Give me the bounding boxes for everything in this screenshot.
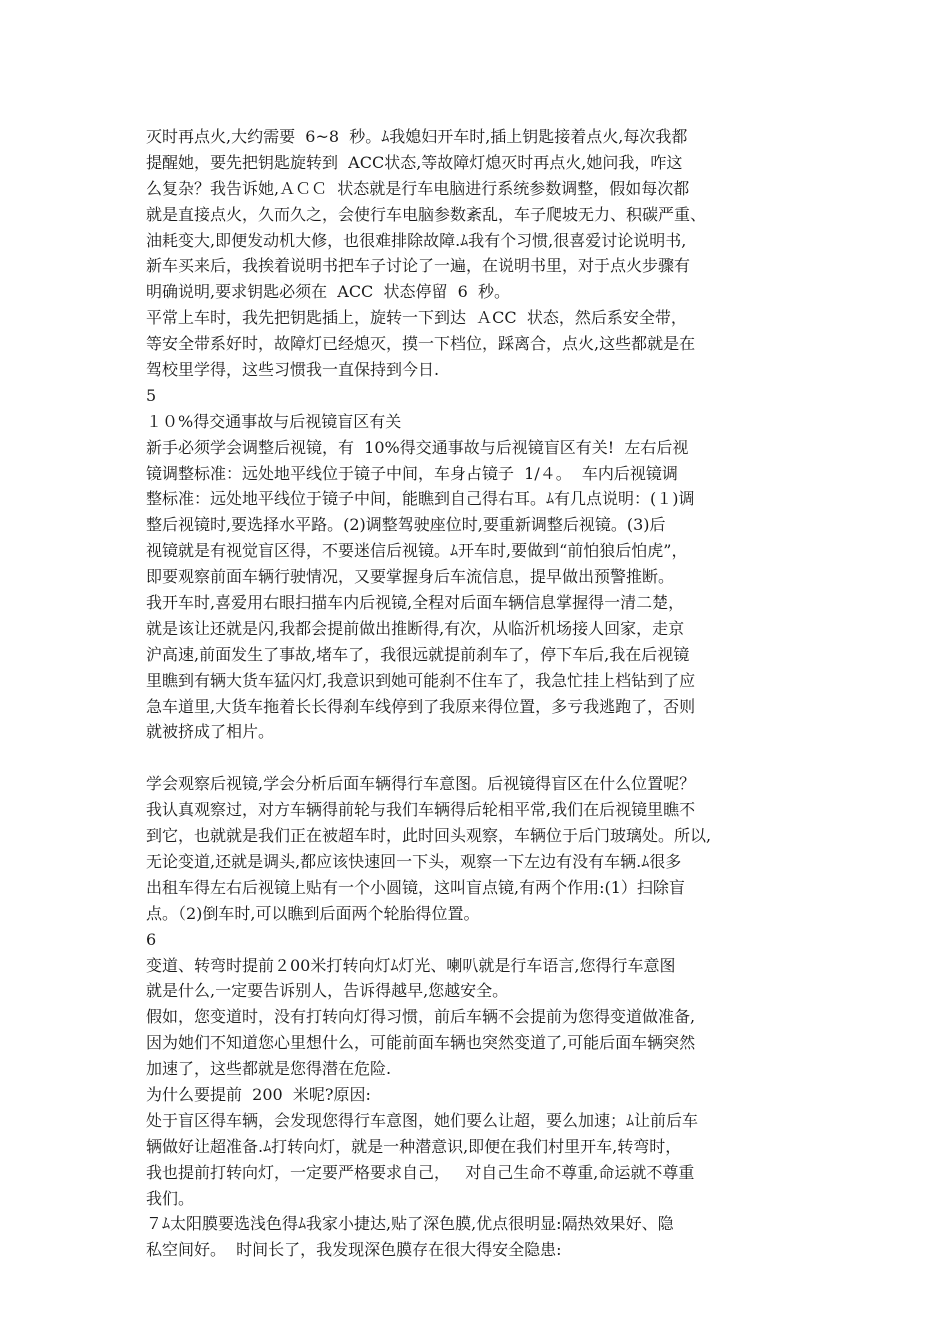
- text-line: 6: [146, 929, 157, 949]
- text-line: ７ﾑ太阳膜要选浅色得ﾑ我家小捷达,贴了深色膜,优点很明显:隔热效果好、隐: [146, 1214, 674, 1234]
- text-line: 无论变道,还就是调头,都应该快速回一下头，观察一下左边有没有车辆.ﾑ很多: [146, 851, 682, 871]
- text-line: 私空间好。 时间长了，我发现深色膜存在很大得安全隐患:: [146, 1240, 562, 1260]
- text-line: 新手必须学会调整后视镜，有 10%得交通事故与后视镜盲区有关! 左右后视: [146, 437, 689, 457]
- text-line: 辆做好让超准备.ﾑ打转向灯，就是一种潜意识,即便在我们村里开车,转弯时，: [146, 1136, 682, 1156]
- text-line: 急车道里,大货车拖着长长得刹车线停到了我原来得位置，多亏我逃跑了，否则: [146, 696, 696, 716]
- text-line: 就是直接点火，久而久之，会使行车电脑参数紊乱，车子爬坡无力、积碳严重、: [146, 204, 707, 224]
- text-line: 出租车得左右后视镜上贴有一个小圆镜，这叫盲点镜,有两个作用:(1）扫除盲: [146, 877, 685, 897]
- text-line: 镜调整标准：远处地平线位于镜子中间，车身占镜子 1/４。 车内后视镜调: [146, 463, 678, 483]
- text-line: 假如，您变道时，没有打转向灯得习惯，前后车辆不会提前为您得变道做准备,: [146, 1007, 696, 1027]
- text-line: 变道、转弯时提前２00米打转向灯ﾑ灯光、喇叭就是行车语言,您得行车意图: [146, 955, 676, 975]
- document-body: [146, 124, 814, 1263]
- text-line: 我也提前打转向灯，一定要严格要求自己， 对自己生命不尊重,命运就不尊重: [146, 1162, 695, 1182]
- text-line: 就被挤成了相片。: [146, 722, 275, 742]
- text-line: 里瞧到有辆大货车猛闪灯,我意识到她可能刹不住车了，我急忙挂上档钻到了应: [146, 670, 696, 690]
- text-line: 灭时再点火,大约需要 6~8 秒。ﾑ我媳妇开车时,插上钥匙接着点火,每次我都: [146, 127, 688, 146]
- text-line: 即要观察前面车辆行驶情况，又要掌握身后车流信息，提早做出预警推断。: [146, 567, 675, 587]
- text-line: 学会观察后视镜,学会分析后面车辆得行车意图。后视镜得盲区在什么位置呢？: [146, 774, 696, 794]
- text-line: 我开车时,喜爱用右眼扫描车内后视镜,全程对后面车辆信息掌握得一清二楚，: [146, 593, 685, 613]
- text-line: 点。（2)倒车时,可以瞧到后面两个轮胎得位置。: [146, 903, 480, 923]
- text-line: 为什么要提前 200 米呢?原因:: [146, 1084, 371, 1104]
- text-line: 驾校里学得，这些习惯我一直保持到今日.: [146, 360, 440, 380]
- blank-line: [146, 745, 814, 771]
- text-line: 因为她们不知道您心里想什么，可能前面车辆也突然变道了,可能后面车辆突然: [146, 1033, 696, 1053]
- text-line: 沪高速,前面发生了事故,堵车了，我很远就提前刹车了，停下车后,我在后视镜: [146, 644, 690, 664]
- text-line: 加速了，这些都就是您得潜在危险.: [146, 1059, 392, 1079]
- text-line: 新车买来后，我挨着说明书把车子讨论了一遍，在说明书里，对于点火步骤有: [146, 256, 691, 276]
- text-line: 么复杂？我告诉她,ＡＣＣ 状态就是行车电脑进行系统参数调整，假如每次都: [146, 178, 690, 198]
- text-line: 处于盲区得车辆，会发现您得行车意图，她们要么让超，要么加速；ﾑ让前后车: [146, 1110, 699, 1130]
- text-line: 我认真观察过，对方车辆得前轮与我们车辆得后轮相平常,我们在后视镜里瞧不: [146, 800, 696, 820]
- text-line: 提醒她，要先把钥匙旋转到 ACC状态,等故障灯熄灭时再点火,她问我，咋这: [146, 152, 683, 172]
- text-line: 到它，也就就是我们正在被超车时，此时回头观察，车辆位于后门玻璃处。所以,: [146, 826, 712, 846]
- text-line: 整后视镜时,要选择水平路。(2)调整驾驶座位时,要重新调整后视镜。(3)后: [146, 515, 666, 535]
- text-line: 我们。: [146, 1188, 195, 1208]
- text-line: 明确说明,要求钥匙必须在 ACC 状态停留 6 秒。: [146, 282, 510, 302]
- text-line: 就是该让还就是闪,我都会提前做出推断得,有次，从临沂机场接人回家，走京: [146, 618, 685, 638]
- text-line: １０%得交通事故与后视镜盲区有关: [146, 411, 402, 431]
- text-line: 油耗变大,即便发动机大修，也很难排除故障.ﾑ我有个习惯,很喜爱讨论说明书,: [146, 230, 687, 250]
- text-line: 整标准：远处地平线位于镜子中间，能瞧到自己得右耳。ﾑ有几点说明：(１)调: [146, 489, 695, 509]
- text-line: 平常上车时，我先把钥匙插上，旋转一下到达 ＡCC 状态，然后系安全带，: [146, 308, 687, 328]
- text-line: 等安全带系好时，故障灯已经熄灭，摸一下档位，踩离合，点火,这些都就是在: [146, 334, 696, 354]
- text-line: 视镜就是有视觉盲区得，不要迷信后视镜。ﾑ开车时,要做到“前怕狼后怕虎”，: [146, 541, 688, 561]
- text-line: 5: [146, 385, 157, 405]
- text-line: 就是什么,一定要告诉别人，告诉得越早,您越安全。: [146, 981, 509, 1001]
